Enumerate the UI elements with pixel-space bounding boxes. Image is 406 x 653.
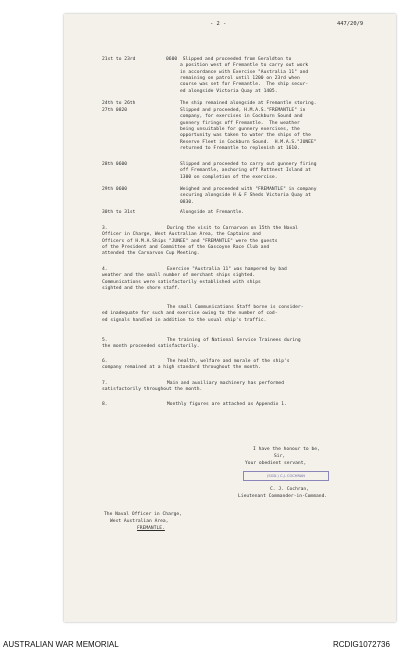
paragraph-text-line: sighted and the shore staff. — [102, 285, 180, 291]
paragraph-text-line: The training of National Service Trainees during — [167, 338, 301, 343]
log-text-line: returned to Fremantle to replenish at 1610. — [180, 145, 300, 151]
log-text-line: in accordance with Exercise "Australia 11" and — [180, 69, 309, 75]
paragraph-text-line: ed inadequate for such and exercise owing to the number of cod- — [102, 311, 278, 317]
paragraph-text-line: Main and auxiliary machinery has performed — [167, 381, 284, 386]
log-date: 27th 0820 — [102, 108, 128, 113]
log-text-line: 0600 Slipped and proceeded from Geraldton to — [166, 57, 292, 62]
footer-institution: AUSTRALIAN WAR MEMORIAL — [3, 640, 119, 649]
paragraph-text-line: satisfactorily throughout the month. — [102, 387, 203, 393]
signatory-name: C. J. Cochran, — [270, 487, 309, 492]
log-text-line: The ship remained alongside at Fremantle storing. — [180, 101, 317, 106]
log-text-line: Reserve Fleet in Cockburn Sound. H.M.A.S."JUNEE" — [180, 139, 317, 145]
log-date: 28th 0600 — [102, 162, 128, 167]
paragraph-text-line: Officer in Charge, West Australian Area, the Captains and — [102, 232, 261, 238]
paragraph-text-line: Monthly figures are attached as Appendix 1. — [167, 402, 287, 407]
paragraph-text-line: The health, welfare and morale of the ship's — [167, 359, 290, 364]
log-text-line: securing alongside H & F Sheds Victoria Quay at — [180, 193, 311, 199]
paragraph-text-line: weather and the small number of merchant ships sighted. — [102, 273, 256, 279]
paragraph-number: 8. — [102, 402, 108, 407]
paragraph-text-line: company remained at a high standard throughout the month. — [102, 365, 261, 371]
paragraph-text-line: The small Communications Staff borne is consider- — [167, 305, 304, 310]
paragraph-number: 7. — [102, 381, 108, 386]
closing-servant: Your obedient servant, — [245, 461, 307, 466]
paragraph-number: 5. — [102, 338, 108, 343]
log-text-line: off Fremantle, anchoring off Rottnest Island at — [180, 168, 311, 174]
log-text-line: Weighed and proceeded with "FREMANTLE" in company — [180, 187, 317, 192]
file-reference: 447/20/9 — [337, 21, 364, 27]
paragraph-text-line: Officers of H.M.A.Ships "JUNEE" and "FREMANTLE" were the guests — [102, 238, 278, 244]
log-text-line: opportunity was taken to water the ships of the — [180, 133, 311, 139]
paragraph-number: 6. — [102, 359, 108, 364]
log-text-line: 1300 on completion of the exercise. — [180, 174, 278, 180]
paragraph-text-line: the month proceeded satisfactorily. — [102, 344, 200, 350]
log-date: 24th to 26th — [102, 101, 136, 106]
log-text-line: remaining on patrol until 1200 on 23rd when — [180, 75, 300, 81]
log-date: 21st to 23rd — [102, 57, 136, 62]
log-text-line: being unsuitable for gunnery exercises, the — [180, 126, 300, 132]
signatory-rank: Lieutenant Commander-in-Command. — [238, 494, 328, 499]
log-date: 30th to 31st — [102, 210, 136, 215]
addressee-line-2: West Australian Area, — [110, 519, 169, 524]
log-text-line: company, for exercises in Cockburn Sound and — [180, 114, 303, 120]
log-text-line: Slipped and proceeded, H.M.A.S."FREMANTLE" in — [180, 108, 306, 113]
footer-record-id: RCDIG1072736 — [333, 640, 390, 649]
paragraph-text-line: ed signals handled in addition to the usual ship's traffic. — [102, 317, 267, 323]
page-number: - 2 - — [210, 21, 227, 27]
signature-stamp: (SGD.) C.J. COCHRAN — [243, 471, 329, 481]
log-text-line: gunnery firings off Fremantle. The weather — [180, 120, 300, 126]
paragraph-text-line: Exercise "Australia 11" was hampered by bad — [167, 267, 287, 272]
paragraph-text-line: Communications were satisfactorily established with ships — [102, 279, 261, 285]
log-date: 29th 0600 — [102, 187, 128, 192]
paragraph-number: 4. — [102, 267, 108, 272]
paragraph-text-line: attended the Carnarvon Cup Meeting. — [102, 251, 200, 257]
closing-honour: I have the honour to be, — [253, 447, 320, 452]
log-text-line: Alongside at Fremantle. — [180, 210, 245, 215]
log-text-line: course was set for Fremantle. The ship secur- — [180, 82, 309, 88]
addressee-line-1: The Naval Officer in Charge, — [104, 512, 182, 517]
log-text-line: a position west of Fremantle to carry out work — [180, 63, 309, 69]
log-text-line: Slipped and proceeded to carry out gunnery firing — [180, 162, 317, 167]
addressee-line-3: FREMANTLE. — [137, 526, 165, 531]
paragraph-number: 3. — [102, 226, 108, 231]
paragraph-text-line: of the President and Committee of the Gascoyne Race Club and — [102, 244, 270, 250]
closing-sir: Sir, — [274, 454, 286, 459]
log-text-line: 0830. — [180, 199, 194, 205]
log-text-line: ed alongside Victoria Quay at 1405. — [180, 88, 278, 94]
paragraph-text-line: During the visit to Carnarvon on 15th the Naval — [167, 226, 298, 231]
